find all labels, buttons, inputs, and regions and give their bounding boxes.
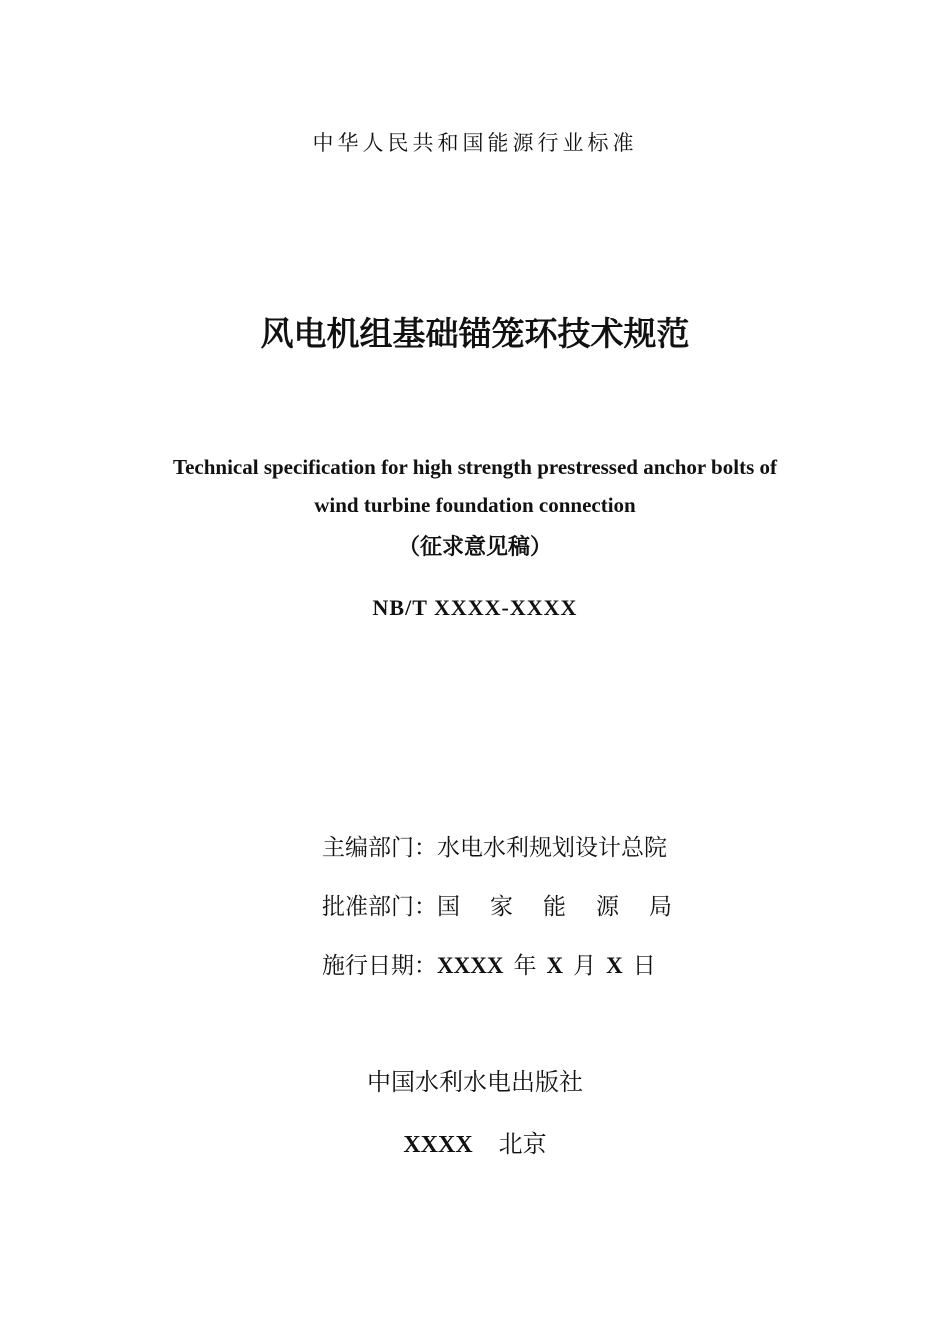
standard-type-header: 中华人民共和国能源行业标准: [312, 131, 638, 155]
standard-number: NB/T XXXX-XXXX: [372, 595, 578, 620]
effective-date-month: X: [546, 953, 564, 978]
editor-department-label: 主编部门：: [322, 835, 437, 861]
approval-char: 源: [596, 894, 619, 920]
document-title-english-line1: Technical specification for high strength prestressed anchor bolts of: [173, 455, 777, 479]
approval-char: 家: [490, 894, 513, 920]
editor-department-row: [322, 831, 667, 865]
effective-date-year: XXXX: [437, 953, 504, 978]
effective-date-day: X: [606, 953, 623, 978]
publication-city: 北京: [498, 1130, 547, 1158]
approval-char: 局: [649, 894, 672, 920]
effective-date-month-unit: 月: [573, 953, 597, 979]
approval-department-value: [437, 894, 672, 920]
approval-department-row: [322, 890, 672, 924]
approval-char: 国: [437, 894, 460, 920]
approval-department-label: 批准部门：: [322, 894, 437, 920]
publication-place-year: [0, 1127, 950, 1162]
editor-department-value: 水电水利规划设计总院: [437, 835, 667, 861]
document-title-chinese: 风电机组基础锚笼环技术规范: [260, 314, 690, 353]
document-title-english-line2: wind turbine foundation connection: [314, 493, 636, 517]
effective-date-row: [322, 949, 656, 983]
effective-date-label: 施行日期：: [322, 953, 437, 979]
publication-year: XXXX: [403, 1132, 473, 1158]
approval-char: 能: [543, 894, 566, 920]
publisher-name: 中国水利水电出版社: [367, 1068, 583, 1096]
draft-status: （征求意见稿）: [397, 535, 552, 560]
effective-date-day-unit: 日: [632, 953, 656, 979]
effective-date-year-unit: 年: [513, 953, 537, 979]
